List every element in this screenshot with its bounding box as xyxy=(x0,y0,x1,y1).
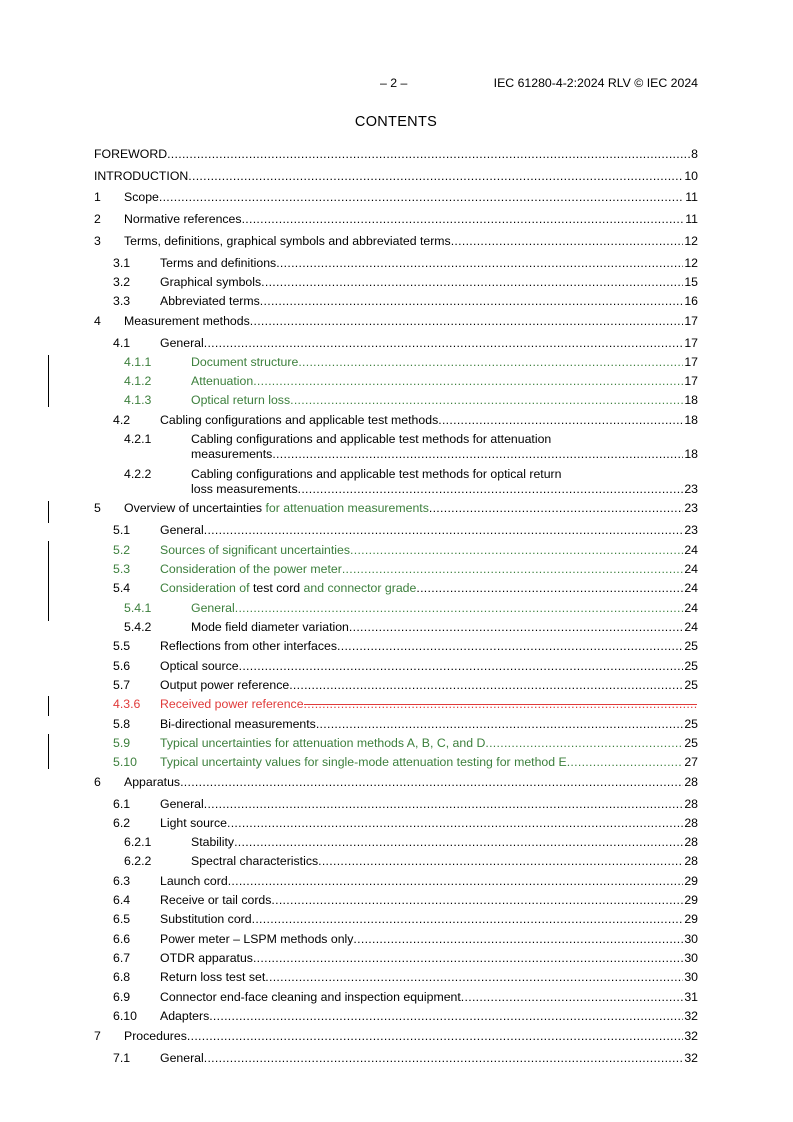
change-bar xyxy=(48,501,49,523)
document-identifier: IEC 61280-4-2:2024 RLV © IEC 2024 xyxy=(493,76,698,90)
page-number: – 2 – xyxy=(380,76,408,90)
table-of-contents: FOREWORD ..... 8 INTRODUCTION ..... 10 1 Scope ..... 11 2 Normative references ..... 11 3 Terms, definitions, graphical symbols and abbreviated terms ..... 12 3.1 Terms and definitions ..... 12 3.2 Graphical symbols ..... 15 3.3 Abbreviated terms ..... 16 4 Measurement methods ..... 17 4.1 General ..... 17 4.1.1 Document structure ..... 17 4.1.2 Attenuation ..... 17 4.1.3 Optical return loss ..... 18 4.2 Cabling configurations and applicable test methods ..... 18 4.2.1 Cabling configurations and applicable test methods for attenuation measurements ..... 18 4.2.2 Cabling configurations and applicable test methods for optical return loss measurements ..... 23 5 Overview of uncertainties for attenuation measurements ..... 23 5.1 General ..... 23 5.2 Sources of significant uncertainties ..... 24 5.3 Consideration of the power meter ..... 24 5.4 Consideration of test cord and connector grade ..... 24 5.4.1 General ..... 24 5.4.2 Mode field diameter variation ..... 24 5.5 Reflections from other interfaces ..... 25 5.6 Optical source ..... 25 5.7 Output power reference ..... 25 4.3.6 Received power reference ..... 5.8 Bi-directional measurements ..... 25 5.9 Typical uncertainties for attenuation methods A, B, C, and D ..... 25 5.10 Typical uncertainty values for single-mode attenuation testing for method E ..... 27 6 Apparatus ..... 28 6.1 General ..... 28 6.2 Light source ..... 28 6.2.1 Stability ..... 28 6.2.2 Spectral characteristics ..... 28 6.3 Launch cord ..... 29 6.4 Receive or tail cords ..... 29 6.5 Substitution cord ..... 29 6.6 Power meter – LSPM methods only ..... 30 6.7 OTDR apparatus ..... 30 6.8 Return loss test set ..... 30 6.9 Connector end-face cleaning and inspection equipment ..... 31 6.10 Adapters ..... 32 7 Procedures ..... 32 7.1 General ..... 32 xyxy=(0,0,793,1122)
change-bar xyxy=(48,355,49,407)
change-bar xyxy=(48,541,49,621)
contents-title: CONTENTS xyxy=(354,114,438,130)
change-bar xyxy=(48,734,49,769)
change-bar xyxy=(48,696,49,716)
